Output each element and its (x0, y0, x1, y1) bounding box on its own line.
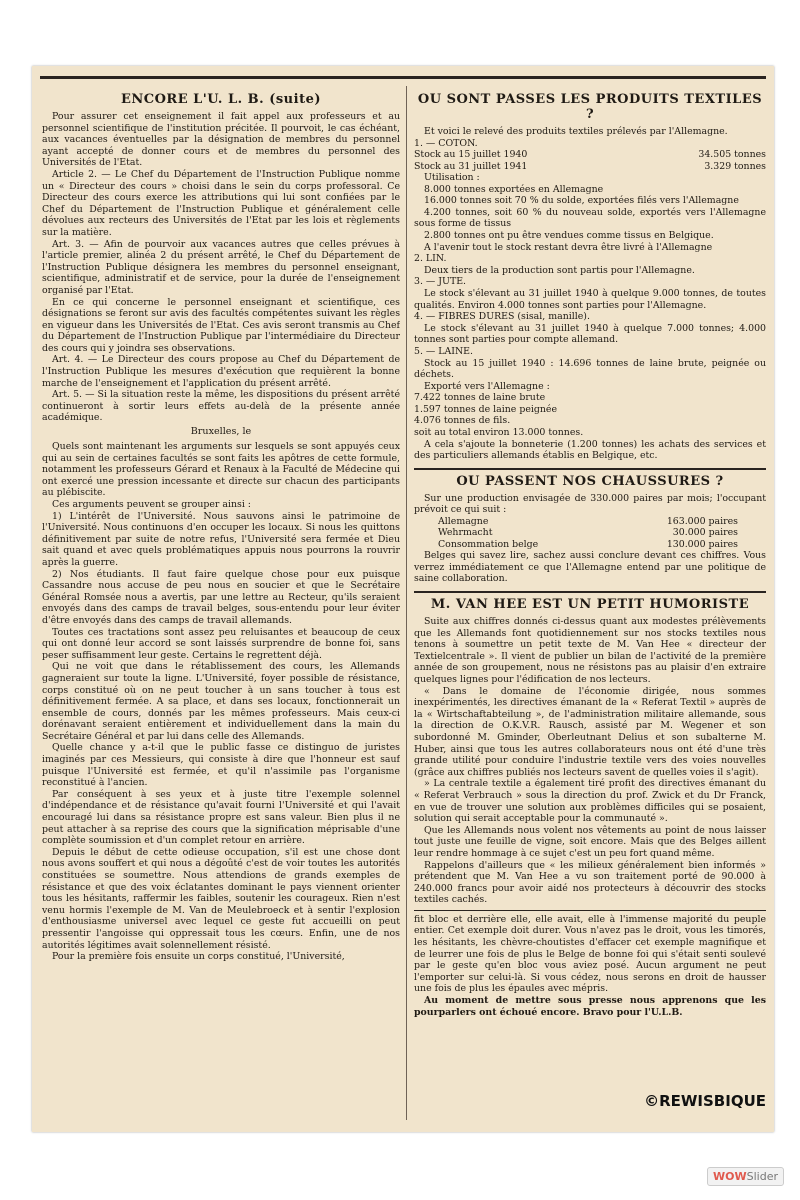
vanhee-paragraph: Rappelons d'ailleurs que « les milieux généralement bien informés » prétendent que M. Van Hee a vu son traitement porté de 90.000 à 240.000 francs pour avoir aidé nos protecteurs à découvrir des stocks textiles cachés. (414, 859, 766, 906)
stock-label: Stock au 31 juillet 1941 (414, 160, 528, 172)
fibres-text: Le stock s'élevant au 31 juillet 1940 à quelque 7.000 tonnes; 4.000 tonnes sont parties pour compte allemand. (414, 322, 766, 346)
chaussures-row (414, 539, 766, 550)
left-paragraph: Depuis le début de cette odieuse occupation, s'il est une chose dont nous avons souffert et qui nous a dégoûté c'est de voir toutes les autorités constituées se soumettre. Nous attendions de grands exemples de résistance et que des voix éclatantes dominant le pays viennent orienter tous les hésitants, raffermir les faibles, soutenir les courageux. Rien n'est venu hormis l'exemple de M. Van de Meulebroeck et à sentir l'explosion d'enthousiasme universel avec lequel ce geste fut accueilli on peut pressentir l'angoisse qui oppressait tous les cœurs. Enfin, une de nos autorités légitimes avait solennellement résisté. (42, 846, 400, 951)
laine-line: 1.597 tonnes de laine peignée (414, 403, 558, 415)
chaussures-title: OU PASSENT NOS CHAUSSURES ? (414, 468, 766, 489)
bonneterie-text: A cela s'ajoute la bonneterie (1.200 tonnes) les achats des services et des particuliers allemands établis en Belgique, etc. (414, 438, 766, 462)
top-rule (40, 76, 766, 79)
vanhee-paragraph: » La centrale textile a également tiré profit des directives émanant du « Referat Verbrauch » sous la direction du prof. Zwick et du Dr Franck, en vue de trouver une solution aux problèmes difficiles qui se posaient, solution qui serait acceptable pour la communauté ». (414, 778, 766, 825)
chaussures-value: 130.000 paires (666, 538, 738, 550)
slider-watermark (707, 1167, 784, 1186)
coton-line: 8.000 tonnes exportées en Allemagne (424, 183, 604, 195)
vanhee-paragraph: Suite aux chiffres donnés ci-dessus quant aux modestes prélèvements que les Allemands font quotidiennement sur nos stocks textiles nous tenons à soumettre un petit texte de M. Van Hee « directeur der Textielcentrale ». Il vient de publier un bilan de l'activité de la première année de son groupement, nous ne résistons pas au plaisir d'en extraire quelques lignes pour l'édification de nos lecteurs. (414, 616, 766, 685)
section-rule (414, 910, 766, 911)
chaussures-label: Allemagne (438, 516, 489, 528)
watermark-part: WOW (713, 1170, 747, 1183)
left-paragraph: Pour la première fois ensuite un corps constitué, l'Université, (52, 951, 345, 963)
left-paragraph: Pour assurer cet enseignement il fait appel aux professeurs et au personnel scientifique de l'institution précitée. Il pourvoit, le cas échéant, aux vacances éventuelles par la désignation de membres du personnel ayant accepté de donner cours et de membres du personnel des Universités de l'Etat. (42, 111, 400, 169)
laine-text: Stock au 15 juillet 1940 : 14.696 tonnes de laine brute, peignée ou déchets. (414, 357, 766, 381)
left-paragraph: Ces arguments peuvent se grouper ainsi : (52, 499, 251, 510)
continuation-paragraph: fit bloc et derrière elle, elle avait, elle à l'immense majorité du peuple entier. Cet exemple doit durer. Vous n'avez pas le droit, vous les timorés, les hésitants, les chèvre-choutistes d'effacer cet exemple magnifique et de leurrer une fois de plus le Belge de bonne foi qui s'était senti soulevé par le geste qu'en bloc vous aviez posé. Aucun argument ne peut l'emporter sur celui-là. Si vous cédez, nous serons en droit de hausser une fois de plus les épaules avec mépris. (414, 913, 766, 995)
left-column (42, 86, 400, 1122)
jute-heading: 3. — JUTE. (414, 276, 467, 288)
coton-line: 4.200 tonnes, soit 60 % du nouveau solde, exportés vers l'Allemagne sous forme de tissus (414, 206, 766, 230)
vanhee-title: M. VAN HEE EST UN PETIT HUMORISTE (414, 591, 766, 612)
left-article-title: ENCORE L'U. L. B. (suite) (120, 92, 322, 107)
laine-line: 7.422 tonnes de laine brute (414, 392, 546, 404)
left-paragraph: Art. 4. — Le Directeur des cours propose au Chef du Département de l'Instruction Publique les mesures d'exécution que requièrent la bonne marche de l'enseignement et l'application du présent arrêté. (42, 354, 400, 389)
textiles-intro: Et voici le relevé des produits textiles prélevés par l'Allemagne. (424, 126, 728, 137)
chaussures-label: Consommation belge (438, 538, 539, 550)
left-paragraph: Quelle chance y a-t-il que le public fasse ce distinguo de juristes imaginés par ces Messieurs, qui consiste à dire que l'honneur est sauf puisque l'Université est fermée, et qu'il n'assimile pas l'organisme reconstitué à l'ancien. (42, 742, 400, 789)
chaussures-outro: Belges qui savez lire, sachez aussi conclure devant ces chiffres. Vous verrez immédiatement ce que l'Allemagne entend par une politique de saine collaboration. (414, 550, 766, 585)
left-paragraph: Art. 3. — Afin de pourvoir aux vacances autres que celles prévues à l'article premier, alinéa 2 du présent arrêté, le Chef du Département de l'Instruction Publique désignera les membres du personnel enseignant, scientifique, administratif et de service, pour la durée de l'enseignement organisé par l'Etat. (42, 238, 400, 296)
coton-line: 16.000 tonnes soit 70 % du solde, exportées filés vers l'Allemagne (424, 195, 739, 207)
chaussures-value: 163.000 paires (666, 516, 738, 528)
left-paragraph: Quels sont maintenant les arguments sur lesquels se sont appuyés ceux qui au sein de certaines facultés se sont faits les apôtres de cette formule, notamment les professeurs Gérard et Renaux à la Faculté de Médecine qui ont exercé une pression incessante et directe sur chacun des participants au plébiscite. (42, 441, 400, 499)
right-column (414, 86, 766, 1122)
laine-line: 4.076 tonnes de fils. (414, 415, 511, 427)
lin-text: Deux tiers de la production sont partis pour l'Allemagne. (424, 264, 695, 276)
newspaper-page (32, 66, 774, 1132)
left-paragraph: Par conséquent à ses yeux et à juste titre l'exemple solennel d'indépendance et de résistance qu'avait fourni l'Université et qui l'avait encouragé lui dans sa résistance propre est sans valeur. Bien plus il ne peut attacher à sa reprise des cours que la signification méprisable d'une complète soumission et d'un complet retour en arrière. (42, 788, 400, 847)
chaussures-intro: Sur une production envisagée de 330.000 paires par mois; l'occupant prévoit ce qui suit : (414, 492, 766, 516)
chaussures-row (414, 527, 766, 538)
left-paragraph: Toutes ces tractations sont assez peu reluisantes et beaucoup de ceux qui ont donné leur accord se sont laissés surprendre de bonne foi, sans peser suffisamment leur geste. Certains le regrettent déjà. (42, 626, 400, 661)
stock-row (414, 149, 766, 160)
chaussures-value: 30.000 paires (672, 527, 738, 539)
fibres-heading: 4. — FIBRES DURES (sisal, manille). (414, 311, 590, 323)
jute-text: Le stock s'élevant au 31 juillet 1940 à quelque 9.000 tonnes, de toutes qualités. Environ 4.000 tonnes sont parties pour l'Allemagne. (414, 287, 766, 311)
left-paragraph: Art. 5. — Si la situation reste la même, les dispositions du présent arrêté continueront à sortir leurs effets au-delà de la présente année académique. (42, 389, 400, 424)
left-paragraph: En ce qui concerne le personnel enseignant et scientifique, ces désignations se feront sur avis des facultés compétentes suivant les règles en vigueur dans les Universités de l'Etat. Ces avis seront transmis au Chef du Département de l'Instruction Publique par l'intermédiaire du Directeur des cours qui y joindra ses observations. (42, 296, 400, 354)
textiles-title: OU SONT PASSES LES PRODUITS TEXTILES ? (417, 92, 763, 122)
lin-heading: 2. LIN. (414, 253, 447, 265)
vanhee-paragraph: Que les Allemands nous volent nos vêtements au point de nous laisser tout juste une feuille de vigne, soit encore. Mais que des Belges aillent leur rendre hommage à ce sujet c'est un peu fort quand même. (414, 824, 766, 859)
watermark-part: Slider (746, 1170, 778, 1183)
column-divider (406, 86, 407, 1120)
signoff-place: Bruxelles, le (190, 426, 252, 438)
laine-line: soit au total environ 13.000 tonnes. (414, 427, 584, 439)
chaussures-label: Wehrmacht (438, 527, 493, 539)
stock-label: Stock au 15 juillet 1940 (414, 149, 528, 161)
final-bold-paragraph: Au moment de mettre sous presse nous apprenons que les pourparlers ont échoué encore. Bravo pour l'U.L.B. (414, 995, 766, 1018)
coton-line: A l'avenir tout le stock restant devra être livré à l'Allemagne (424, 241, 713, 253)
left-paragraph: 1) L'intérêt de l'Université. Nous sauvons ainsi le patrimoine de l'Université. Nous continuons d'en occuper les locaux. Si nous les quittons définitivement par suite de notre refus, l'Université sera fermée et Dieu sait quand et avec quels problématiques appuis nous pourrons la rouvrir après la guerre. (42, 510, 400, 568)
laine-export: Exporté vers l'Allemagne : (424, 380, 550, 392)
left-paragraph: Qui ne voit que dans le rétablissement des cours, les Allemands gagneraient sur toute la ligne. L'Université, foyer possible de résistance, corps constitué où on ne peut toucher à un sans toucher à tous est définitivement fermée. A sa place, et dans ses locaux, fonctionnerait un ensemble de cours, donnés par les mêmes professeurs. Mais ceux-ci dorénavant seraient entièrement et individuellement dans la main du Secrétaire Général et par lui dans celle des Allemands. (42, 661, 400, 742)
stock-value: 34.505 tonnes (698, 149, 766, 161)
laine-heading: 5. — LAINE. (414, 345, 474, 357)
left-paragraph: 2) Nos étudiants. Il faut faire quelque chose pour eux puisque Cassandre nous accuse de peu nous en soucier et que le Secrétaire Général Romsée nous a avertis, par une lettre au Recteur, qu'ils seraient envoyés dans des camps de travail belges, sous-entendu pour leur éviter d'être envoyés dans des camps de travail allemands. (42, 568, 400, 626)
left-paragraph: Article 2. — Le Chef du Département de l'Instruction Publique nomme un « Directeur des cours » choisi dans le sein du corps professoral. Ce Directeur des cours exerce les attributions qui lui sont confiées par le Chef du Département de l'Instruction Publique et généralement celle dévolues aux recteurs des Universités de l'Etat par les lois et règlements sur la matière. (42, 168, 400, 238)
stock-row (414, 161, 766, 172)
chaussures-row (414, 516, 766, 527)
copyright-credit: ©REWISBIQUE (644, 1092, 766, 1110)
stock-value: 3.329 tonnes (704, 160, 766, 172)
coton-line: 2.800 tonnes ont pu être vendues comme tissus en Belgique. (424, 229, 714, 241)
vanhee-paragraph: « Dans le domaine de l'économie dirigée, nous sommes inexpérimentés, les directives émanant de la « Referat Textil » auprès de la « Wirtschaftabteilung », de l'administration militaire allemande, sous la direction de O.K.V.R. Rausch, assisté par M. Wegener et son subordonné M. Gminder, Oberleutnant Delius et son subalterne M. Huber, ainsi que tous les autres collaborateurs nous ont été d'une très grande utilité pour conduire l'industrie textile vers des voies nouvelles (grâce aux chiffres publiés nos lecteurs savent de quelles voies il s'agit). (414, 685, 766, 778)
utilisation-label: Utilisation : (424, 172, 480, 183)
coton-heading: 1. — COTON. (414, 137, 478, 149)
